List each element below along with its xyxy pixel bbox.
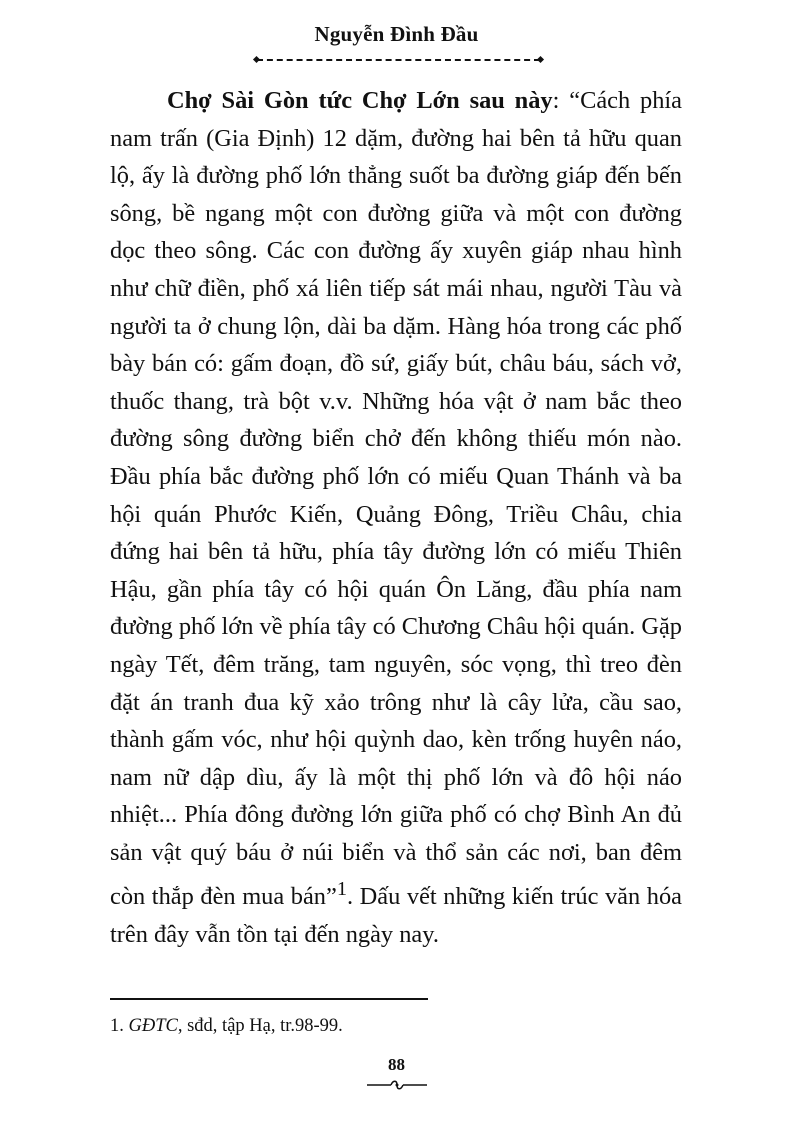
footnote-detail: , sđd, tập Hạ, tr.98-99. [177, 1016, 343, 1036]
paragraph-text: : “Cách phía nam trấn (Gia Định) 12 dặm, đường hai bên tả hữu quan lộ, ấy là đường phố lớn thẳng suốt ba đường giáp đến bến sông, bề ngang một con đường giữa và một con đường dọc theo sông. Các con đường ấy xuyên giáp nhau hình như chữ điền, phố xá liên tiếp sát mái nhau, người Tàu và người ta ở chung lộn, dài ba dặm. Hàng hóa trong các phố bày bán có: gấm đoạn, đồ sứ, giấy bút, châu báu, sách vở, thuốc thang, trà bột v.v. Những hóa vật ở nam bắc theo đường sông đường biển chở đến không thiếu món nào. Đầu phía bắc đường phố lớn có miếu Quan Thánh và ba hội quán Phước Kiến, Quảng Đông, Triều Châu, chia đứng hai bên tả hữu, phía tây đường lớn có miếu Thiên Hậu, gần phía tây có hội quán Ôn Lăng, đầu phía nam đường phố lớn về phía tây có Chương Châu hội quán. Gặp ngày Tết, đêm trăng, tam nguyên, sóc vọng, thì treo đèn đặt án tranh đua kỹ xảo trông như là cây lửa, cầu sao, thành gấm vóc, như hội quỳnh dao, kèn trống huyên náo, nam nữ dập dìu, ấy là một thị phố lớn và đô hội náo nhiệt... Phía đông đường lớn giữa phố có chợ Bình An đủ sản vật quý báu ở núi biển và thổ sản các nơi, ban đêm còn thắp đèn mua bán” [110, 87, 683, 911]
body-paragraph [110, 82, 682, 954]
page-number: 88 [388, 1055, 405, 1074]
paragraph-lead: Chợ Sài Gòn tức Chợ Lớn sau này [167, 87, 553, 114]
footnote-source: GĐTC [128, 1016, 178, 1036]
footnote-number: 1. [110, 1016, 124, 1036]
footnote [110, 1014, 343, 1038]
page-ornament [0, 1078, 793, 1096]
author-name: Nguyễn Đình Đầu [314, 22, 479, 46]
footnote-divider [110, 998, 428, 1000]
header-divider [257, 59, 540, 61]
running-header [0, 22, 793, 47]
footnote-reference: 1 [336, 878, 347, 901]
ornament-flourish-icon [365, 1079, 429, 1091]
paragraph-text-end: . Dấu vết những kiến trúc văn hóa trên đây vẫn tồn tại đến ngày nay. [110, 883, 683, 949]
